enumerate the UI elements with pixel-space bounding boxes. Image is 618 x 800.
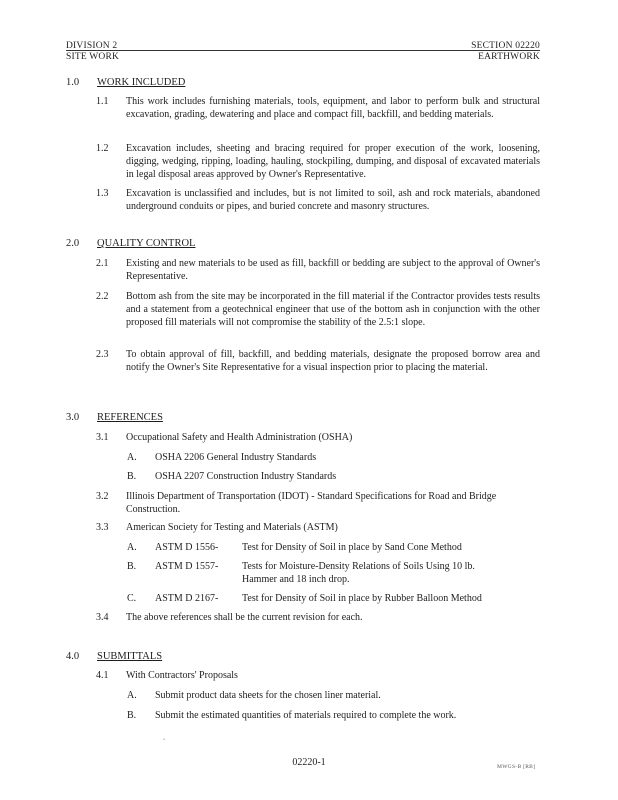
clause-number: 2.2 xyxy=(96,291,109,302)
clause-number: 2.3 xyxy=(96,349,109,360)
astm-description: Tests for Moisture-Density Relations of Soils Using 10 lb. Hammer and 18 inch drop. xyxy=(242,561,475,585)
astm-description: Test for Density of Soil in place by Rubber Balloon Method xyxy=(242,593,482,604)
clause-number: 1.2 xyxy=(96,143,109,154)
sub-letter: B. xyxy=(127,561,137,572)
clause-text: Excavation includes, sheeting and bracing required for proper execution of the work, loosening, digging, wedging, ripping, loading, hauling, stockpiling, dumping, and disposal of excavated materials in legal disposal areas approved by Owner's Representative. xyxy=(126,143,540,180)
sub-text: Submit the estimated quantities of materials required to complete the work. xyxy=(155,710,457,721)
clause-text: American Society for Testing and Materials (ASTM) xyxy=(126,522,338,533)
clause-text: Excavation is unclassified and includes, but is not limited to soil, ash and rock materials, abandoned underground conduits or pipes, and buried concrete and masonry structures. xyxy=(126,188,540,212)
document-code: MWGS-B [RB] xyxy=(497,764,536,770)
scan-speck: ‘ xyxy=(163,737,166,745)
section-label: SECTION 02220 xyxy=(471,41,540,51)
clause-number: 3.3 xyxy=(96,522,109,533)
section-title: QUALITY CONTROL xyxy=(97,238,196,249)
division-label: DIVISION 2 xyxy=(66,41,118,51)
astm-code: ASTM D 1557- xyxy=(155,561,219,572)
clause-text: With Contractors' Proposals xyxy=(126,670,238,681)
section-title: WORK INCLUDED xyxy=(97,77,186,88)
sub-letter: A. xyxy=(127,690,137,701)
clause-number: 3.2 xyxy=(96,491,109,502)
clause-number: 1.1 xyxy=(96,96,109,107)
sub-letter: C. xyxy=(127,593,137,604)
clause-text: Illinois Department of Transportation (IDOT) - Standard Specifications for Road and Bridge Construction. xyxy=(126,491,497,515)
astm-code: ASTM D 1556- xyxy=(155,542,219,553)
section-number: 3.0 xyxy=(66,412,80,423)
earthwork-label: EARTHWORK xyxy=(478,52,540,62)
sub-text: Submit product data sheets for the chosen liner material. xyxy=(155,690,381,701)
section-title: SUBMITTALS xyxy=(97,651,163,662)
sub-letter: A. xyxy=(127,452,137,463)
clause-text: This work includes furnishing materials, tools, equipment, and labor to perform bulk and structural excavation, grading, dewatering and place and compact fill, backfill, and bedding materials. xyxy=(126,96,540,120)
clause-text: The above references shall be the current revision for each. xyxy=(126,612,363,623)
sub-letter: B. xyxy=(127,471,137,482)
clause-number: 2.1 xyxy=(96,258,109,269)
clause-text: Occupational Safety and Health Administration (OSHA) xyxy=(126,432,353,443)
page-number: 02220-1 xyxy=(292,757,326,768)
site-work-label: SITE WORK xyxy=(66,52,120,62)
astm-description: Test for Density of Soil in place by Sand Cone Method xyxy=(242,542,462,553)
astm-code: ASTM D 2167- xyxy=(155,593,219,604)
section-title: REFERENCES xyxy=(97,412,163,423)
section-number: 4.0 xyxy=(66,651,80,662)
clause-number: 1.3 xyxy=(96,188,109,199)
clause-text: To obtain approval of fill, backfill, and bedding materials, designate the proposed borrow area and notify the Owner's Site Representative for a visual inspection prior to placing the material. xyxy=(126,349,540,373)
clause-number: 4.1 xyxy=(96,670,109,681)
clause-text: Existing and new materials to be used as fill, backfill or bedding are subject to the approval of Owner's Representative. xyxy=(126,258,540,282)
section-number: 1.0 xyxy=(66,77,80,88)
clause-text: Bottom ash from the site may be incorporated in the fill material if the Contractor provides tests results and a statement from a geotechnical engineer that use of the bottom ash in conjunction with the other proposed fill materials will not compromise the stability of the 2.5:1 slope. xyxy=(126,291,540,328)
clause-number: 3.4 xyxy=(96,612,109,623)
sub-text: OSHA 2206 General Industry Standards xyxy=(155,452,317,463)
sub-text: OSHA 2207 Construction Industry Standards xyxy=(155,471,337,482)
header-bottom-row xyxy=(66,51,540,63)
section-number: 2.0 xyxy=(66,238,80,249)
sub-letter: A. xyxy=(127,542,137,553)
sub-letter: B. xyxy=(127,710,137,721)
clause-number: 3.1 xyxy=(96,432,109,443)
